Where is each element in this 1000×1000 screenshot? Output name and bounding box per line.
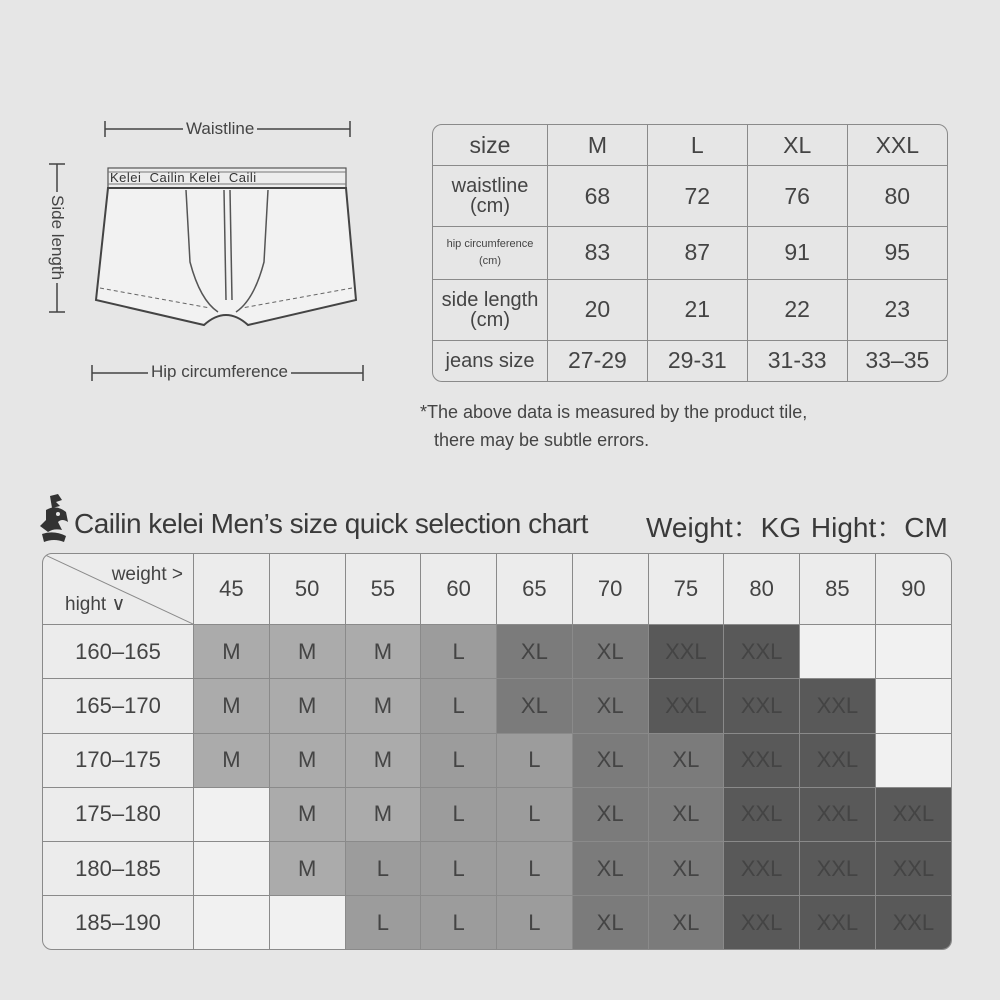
size-recommendation-cell: XXL [648,679,724,733]
size-value-cell: 33–35 [847,340,947,381]
size-value-cell: 76 [747,166,847,227]
size-recommendation-cell: M [345,787,421,841]
size-table [432,124,948,382]
size-recommendation-cell: M [269,625,345,679]
size-table-row [433,340,947,381]
size-recommendation-cell: XL [648,733,724,787]
size-recommendation-cell: L [421,842,497,896]
size-recommendation-cell: L [345,842,421,896]
hight-label-cell: 180–185 [43,842,194,896]
size-value-cell: 91 [747,227,847,279]
size-recommendation-cell: XL [572,733,648,787]
size-recommendation-cell: XL [572,842,648,896]
size-recommendation-cell: M [269,787,345,841]
size-recommendation-cell: M [345,625,421,679]
hight-label-cell: 170–175 [43,733,194,787]
quick-chart-title: Cailin kelei Men’s size quick selection chart [74,508,588,539]
size-recommendation-cell: XL [648,896,724,949]
size-recommendation-cell: XXL [724,679,800,733]
corner-cell [43,554,194,625]
row-label-text: jeans size [445,349,535,372]
hight-row [43,625,951,679]
size-recommendation-cell: L [421,896,497,949]
size-recommendation-cell: XXL [800,787,876,841]
size-value-cell: 29-31 [647,340,747,381]
size-recommendation-cell: XL [648,842,724,896]
size-table-row [433,166,947,227]
size-recommendation-cell: XL [572,787,648,841]
hip-circumference-label: Hip circumference [148,362,291,382]
row-label [433,340,548,381]
size-recommendation-cell: XXL [800,896,876,949]
size-recommendation-cell: XXL [724,625,800,679]
size-recommendation-cell: XXL [875,842,951,896]
size-table-header-row [433,125,947,166]
weight-header-cell: 80 [724,554,800,625]
size-value-cell: 31-33 [747,340,847,381]
hight-row [43,787,951,841]
size-recommendation-cell: XXL [875,787,951,841]
size-recommendation-cell: M [194,733,270,787]
size-recommendation-cell: L [497,842,573,896]
size-table-row [433,227,947,279]
size-recommendation-cell: L [497,733,573,787]
size-recommendation-cell [875,679,951,733]
weight-header-cell: 65 [497,554,573,625]
weight-header-cell: 85 [800,554,876,625]
row-label [433,227,548,279]
size-recommendation-cell: XXL [724,896,800,949]
size-recommendation-cell [194,787,270,841]
size-recommendation-cell: XL [572,625,648,679]
quick-chart-units: Weight：KG Hight：CM [646,512,948,543]
note-line-2: there may be subtle errors. [434,430,650,450]
quick-selection-grid [42,553,952,950]
hight-row [43,842,951,896]
brand-mascot-icon [36,492,76,544]
size-value-cell: 23 [847,279,947,340]
size-recommendation-cell: XL [572,679,648,733]
size-value-cell: 95 [847,227,947,279]
size-value-cell: 87 [647,227,747,279]
size-recommendation-cell: M [269,842,345,896]
row-unit-text: (cm) [479,254,501,267]
size-recommendation-cell: M [269,733,345,787]
size-recommendation-cell: M [345,733,421,787]
weight-header-cell: 75 [648,554,724,625]
size-recommendation-cell: L [497,896,573,949]
size-value-cell: 72 [647,166,747,227]
weight-header-row [43,554,951,625]
row-unit-text: (cm) [470,308,510,331]
size-recommendation-cell: M [194,625,270,679]
size-recommendation-cell [194,896,270,949]
size-recommendation-cell: XXL [800,733,876,787]
weight-axis-label: weight > [111,564,183,585]
size-recommendation-cell: L [345,896,421,949]
size-recommendation-cell: L [421,787,497,841]
size-recommendation-cell: XXL [875,896,951,949]
hight-label-cell: 165–170 [43,679,194,733]
size-recommendation-cell: XXL [724,787,800,841]
weight-header-cell: 45 [194,554,270,625]
size-recommendation-cell [875,733,951,787]
hight-label-cell: 185–190 [43,896,194,949]
size-recommendation-cell: XXL [800,842,876,896]
weight-header-cell: 55 [345,554,421,625]
size-header-cell: XL [747,125,847,166]
weight-header-cell: 90 [875,554,951,625]
weight-header-cell: 60 [421,554,497,625]
waistband-brand-text: Kelei Cailin Kelei Caili [110,172,257,184]
size-recommendation-cell: XXL [800,679,876,733]
size-recommendation-cell [875,625,951,679]
row-label-text: waistline [451,175,529,198]
hight-label-cell: 160–165 [43,625,194,679]
hight-label-cell: 175–180 [43,787,194,841]
size-value-cell: 27-29 [548,340,648,381]
size-recommendation-cell: XXL [724,842,800,896]
size-recommendation-cell: M [269,679,345,733]
size-value-cell: 68 [548,166,648,227]
size-header-cell: size [433,125,548,166]
size-header-cell: XXL [847,125,947,166]
weight-header-cell: 70 [572,554,648,625]
briefs-diagram [0,0,420,400]
size-recommendation-cell: L [421,679,497,733]
size-table-row [433,279,947,340]
row-label-text: hip circumference [446,237,534,250]
size-value-cell: 80 [847,166,947,227]
size-recommendation-cell [194,842,270,896]
size-recommendation-cell: M [345,679,421,733]
row-label [433,166,548,227]
size-value-cell: 22 [747,279,847,340]
size-value-cell: 20 [548,279,648,340]
size-recommendation-cell: M [194,679,270,733]
hight-axis-label: hight ∨ [65,594,126,615]
size-value-cell: 21 [647,279,747,340]
size-recommendation-cell [269,896,345,949]
measurement-note [420,398,807,454]
weight-header-cell: 50 [269,554,345,625]
size-recommendation-cell: XXL [648,625,724,679]
note-line-1: *The above data is measured by the product tile, [420,402,808,422]
hight-row [43,679,951,733]
size-recommendation-cell: XL [572,896,648,949]
hight-row [43,896,951,949]
size-header-cell: M [548,125,648,166]
waistline-label: Waistline [183,119,257,139]
row-unit-text: (cm) [470,195,510,218]
side-length-label: Side length [47,192,67,283]
size-recommendation-cell: XL [497,625,573,679]
size-recommendation-cell: XL [648,787,724,841]
size-header-cell: L [647,125,747,166]
hight-row [43,733,951,787]
size-recommendation-cell: L [497,787,573,841]
row-label-text: side length [441,288,539,311]
row-label [433,279,548,340]
size-recommendation-cell: XL [497,679,573,733]
size-recommendation-cell: L [421,733,497,787]
size-recommendation-cell: XXL [724,733,800,787]
size-value-cell: 83 [548,227,648,279]
size-recommendation-cell: L [421,625,497,679]
size-recommendation-cell [800,625,876,679]
